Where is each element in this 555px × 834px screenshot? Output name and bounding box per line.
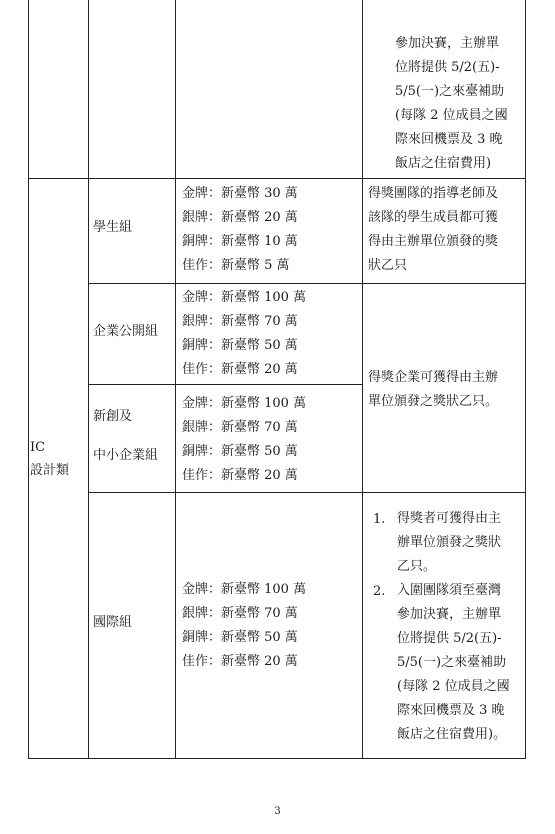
- table-divider-col1: [88, 0, 89, 758]
- note-student: [368, 182, 498, 278]
- note-number-1: 1.: [373, 512, 386, 527]
- page-number: 3: [274, 806, 281, 817]
- group-name-startup-line2: 中小企業組: [93, 448, 159, 463]
- prize-list-student: [182, 182, 298, 278]
- row-divider-student: [88, 283, 526, 284]
- prize-gold: 金牌：新臺幣 100 萬: [182, 396, 307, 411]
- prize-silver: 銀牌：新臺幣 20 萬: [182, 210, 298, 225]
- note-line: 際來回機票及 3 晚: [397, 703, 505, 718]
- note-line: 該隊的學生成員都可獲: [368, 210, 499, 225]
- group-name-student: 學生組: [93, 220, 133, 235]
- category-label-design: 設計類: [30, 463, 70, 478]
- note-line: 得獎企業可獲得由主辦: [368, 370, 499, 385]
- prize-honorable: 佳作：新臺幣 5 萬: [182, 258, 290, 273]
- prize-honorable: 佳作：新臺幣 20 萬: [182, 468, 298, 483]
- note-line: 參加決賽，主辦單: [395, 36, 500, 51]
- table-divider-col2: [175, 0, 176, 758]
- note-line: 得獎者可獲得由主: [397, 511, 502, 526]
- row-divider-top: [28, 178, 526, 179]
- table-border-right: [525, 0, 526, 758]
- prize-bronze: 銅牌：新臺幣 10 萬: [182, 234, 298, 249]
- note-number-2: 2.: [373, 584, 386, 599]
- note-line: (每隊 2 位成員之國: [395, 108, 508, 123]
- note-line: 位將提供 5/2(五)-: [397, 631, 502, 646]
- note-international-2: [397, 579, 510, 747]
- table-divider-col3: [362, 0, 363, 758]
- prize-list-international: [182, 578, 306, 674]
- group-name-enterprise: 企業公開組: [93, 324, 159, 339]
- prize-bronze: 銅牌：新臺幣 50 萬: [182, 444, 298, 459]
- note-line: 得由主辦單位頒發的獎: [368, 234, 499, 249]
- row-divider-startup: [88, 492, 526, 493]
- note-international-1: [397, 507, 501, 579]
- note-line: 狀乙只: [368, 258, 408, 273]
- category-label-ic: IC: [30, 440, 46, 455]
- prize-list-enterprise: [182, 286, 306, 382]
- group-name-startup-line1: 新創及: [93, 409, 133, 424]
- note-line: 飯店之住宿費用)。: [397, 727, 507, 742]
- prize-gold: 金牌：新臺幣 30 萬: [182, 186, 298, 201]
- prize-silver: 銀牌：新臺幣 70 萬: [182, 606, 298, 621]
- note-line: 際來回機票及 3 晚: [395, 132, 503, 147]
- prize-gold: 金牌：新臺幣 100 萬: [182, 290, 307, 305]
- table-border-left: [28, 0, 29, 758]
- note-line: 位將提供 5/2(五)-: [395, 60, 500, 75]
- prize-gold: 金牌：新臺幣 100 萬: [182, 582, 307, 597]
- note-line: 5/5(一)之來臺補助: [395, 84, 505, 99]
- note-line: (每隊 2 位成員之國: [397, 679, 510, 694]
- note-line: 單位頒發之獎狀乙只。: [368, 394, 499, 409]
- note-line: 辦單位頒發之獎狀: [397, 535, 502, 550]
- prize-bronze: 銅牌：新臺幣 50 萬: [182, 630, 298, 645]
- note-enterprise-startup: [368, 366, 498, 414]
- note-line: 參加決賽，主辦單: [397, 607, 502, 622]
- prize-silver: 銀牌：新臺幣 70 萬: [182, 420, 298, 435]
- prize-honorable: 佳作：新臺幣 20 萬: [182, 362, 298, 377]
- table-border-bottom: [28, 758, 526, 759]
- prize-silver: 銀牌：新臺幣 70 萬: [182, 314, 298, 329]
- prize-honorable: 佳作：新臺幣 20 萬: [182, 654, 298, 669]
- top-row-notes: [395, 32, 508, 176]
- note-line: 得獎團隊的指導老師及: [368, 186, 499, 201]
- prize-list-startup: [182, 392, 306, 488]
- note-line: 飯店之住宿費用): [395, 156, 492, 171]
- note-line: 乙只。: [397, 559, 437, 574]
- note-line: 入圍團隊須至臺灣: [397, 583, 502, 598]
- note-line: 5/5(一)之來臺補助: [397, 655, 507, 670]
- row-divider-enterprise: [88, 384, 363, 385]
- prize-bronze: 銅牌：新臺幣 50 萬: [182, 338, 298, 353]
- group-name-international: 國際組: [93, 615, 133, 630]
